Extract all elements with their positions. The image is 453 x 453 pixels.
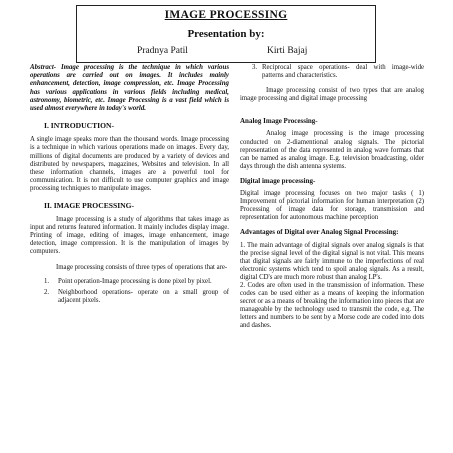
title-box bbox=[76, 5, 376, 63]
paragraph: A single image speaks more than the thousand words. Image processing is a technique in which various operations made on images. Every day, millions of digital documents are produced by a variety of devices and distributed by newspapers, magazines, Websites and television. In all these information channels, images are a powerful tool for communication. It is not difficult to use computer graphics and image processing techniques to manipulate images. bbox=[30, 136, 229, 192]
section-heading: I. INTRODUCTION- bbox=[44, 121, 115, 131]
abstract: Abstract- Image processing is the technique in which various operations are carried out on images. It includes mainly enhancement, detection, image compression, etc. Image Processing has various applications in various fields including medical, astronomy, biometric, etc. Image Processing is a vast field which is used almost everywhere in today's world. bbox=[30, 64, 229, 113]
list-item bbox=[30, 289, 229, 305]
paragraph: 2. Codes are often used in the transmission of information. These codes can be used either as a means of keeping the information secret or as a means of breaking the information into pieces that are manageable by the technology used to transmit the code, e.g. The letters and numbers to be sent by a Morse code are coded into dots and dashes. bbox=[240, 281, 424, 330]
subsection-heading: Analog Image Processing- bbox=[240, 117, 318, 126]
paragraph: Image processing is a study of algorithms that takes image as input and returns featured information. It mainly includes display image. Printing of image, editing of images, image enhancement, image detection, image compression. It is the manipulation of images by computers. bbox=[30, 216, 229, 256]
list-item bbox=[30, 278, 229, 286]
paragraph: Analog image processing is the image processing conducted on 2-diamentional analog signals. The pictorial representation of the data represented in analog wave formats that can be named as analog image. E.g. television broadcasting, older days through the dish antenna systems. bbox=[240, 130, 424, 170]
subsection-heading: Advantages of Digital over Analog Signal Processing: bbox=[240, 228, 399, 237]
subsection-heading: Digital image processing- bbox=[240, 176, 316, 185]
left-column bbox=[30, 64, 229, 305]
paragraph: Digital image processing focuses on two major tasks ( 1) Improvement of pictorial information for human interpretation (2) Processing of image data for storage, transmission and representation for autonomous machine perception bbox=[240, 190, 424, 222]
list-number: 2. bbox=[44, 288, 50, 296]
presentation-subtitle: Presentation by: bbox=[187, 28, 265, 40]
paragraph: 1. The main advantage of digital signals over analog signals is that the precise signal level of the digital signal is not vital. This means that digital signals are fairly immune to the imperfections of real electronic systems which tend to spoil analog signals. As a result, digital CD's are much more robust than analog LP's. bbox=[240, 241, 424, 281]
paper-title: IMAGE PROCESSING bbox=[164, 9, 288, 21]
list-number: 3. bbox=[252, 64, 258, 71]
paragraph: Image processing consist of two types that are analog image processing and digital image processing bbox=[240, 87, 424, 103]
author-name: Kirti Bajaj bbox=[267, 46, 308, 56]
author-name: Pradnya Patil bbox=[137, 46, 188, 56]
paragraph: Image processing consists of three types of operations that are- bbox=[56, 263, 228, 271]
list-text: Reciprocal space operations- deal with image-wide patterns and characteristics. bbox=[262, 64, 424, 80]
section-heading: II. IMAGE PROCESSING- bbox=[44, 200, 135, 210]
list-item bbox=[240, 64, 424, 80]
list-number: 1. bbox=[44, 277, 50, 285]
author-line bbox=[77, 46, 375, 60]
right-column bbox=[240, 64, 424, 331]
list-text: Point operation-Image processing is done pixel by pixel. bbox=[58, 277, 212, 285]
list-text: Neighborhood operations- operate on a small group of adjacent pixels. bbox=[58, 288, 229, 304]
